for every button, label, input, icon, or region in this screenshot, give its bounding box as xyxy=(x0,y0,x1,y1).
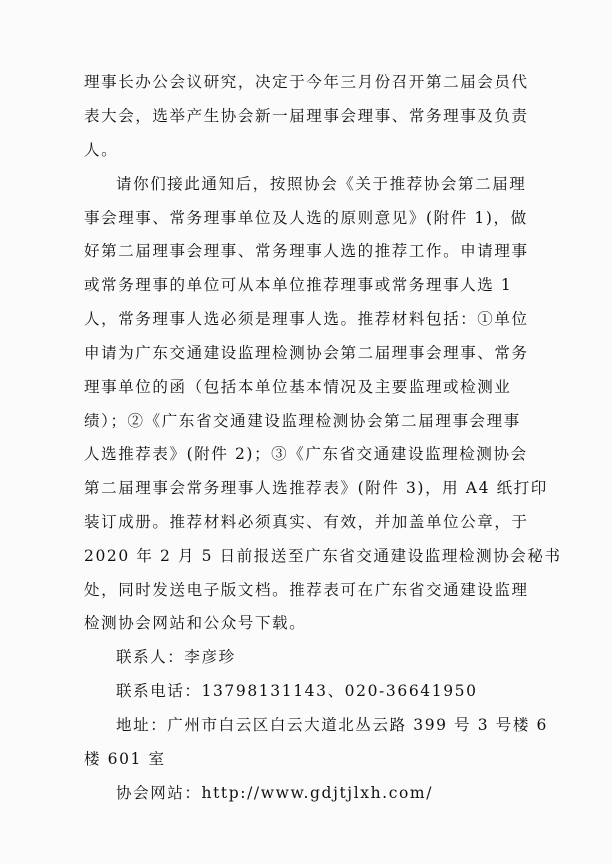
body-line-10: 第二届理事会常务理事人选推荐表》(附件 3)，用 A4 纸打印 xyxy=(84,479,548,497)
contact-address-line-2: 楼 601 室 xyxy=(84,750,166,768)
body-line-4: 或常务理事的单位可从本单位推荐理事或常务理事人选 1 xyxy=(84,276,513,294)
body-line-13: 处，同时发送电子版文档。推荐表可在广东省交通建设监理 xyxy=(84,581,529,599)
intro-line-2: 表大会，选举产生协会新一届理事会理事、常务理事及负责 xyxy=(84,107,529,125)
intro-line-3: 人。 xyxy=(84,141,119,159)
body-line-9: 人选推荐表》(附件 2)；③《广东省交通建设监理检测协会 xyxy=(84,445,528,463)
body-line-8: 绩）；②《广东省交通建设监理检测协会第二届理事会理事 xyxy=(84,412,521,430)
association-website: 协会网站：http://www.gdjtjlxh.com/ xyxy=(116,784,434,802)
body-line-1: 请你们接此通知后，按照协会《关于推荐协会第二届理 xyxy=(116,175,527,193)
contact-phone: 联系电话：13798131143、020-36641950 xyxy=(116,682,478,700)
body-line-12: 2020 年 2 月 5 日前报送至广东省交通建设监理检测协会秘书 xyxy=(84,547,562,565)
body-line-5: 人，常务理事人选必须是理事人选。推荐材料包括：①单位 xyxy=(84,310,529,328)
contact-address-line-1: 地址：广州市白云区白云大道北丛云路 399 号 3 号楼 6 xyxy=(116,716,548,734)
body-line-6: 申请为广东交通建设监理检测协会第二届理事会理事、常务 xyxy=(84,344,529,362)
intro-line-1: 理事长办公会议研究，决定于今年三月份召开第二届会员代 xyxy=(84,73,529,91)
body-line-3: 好第二届理事会理事、常务理事人选的推荐工作。申请理事 xyxy=(84,242,529,260)
contact-person: 联系人：李彦珍 xyxy=(116,648,236,666)
body-line-2: 事会理事、常务理事单位及人选的原则意见》(附件 1)，做 xyxy=(84,209,528,227)
body-line-14: 检测协会网站和公众号下载。 xyxy=(84,614,307,632)
body-line-7: 理事单位的函（包括本单位基本情况及主要监理或检测业 xyxy=(84,378,512,396)
body-line-11: 装订成册。推荐材料必须真实、有效，并加盖单位公章，于 xyxy=(84,513,529,531)
